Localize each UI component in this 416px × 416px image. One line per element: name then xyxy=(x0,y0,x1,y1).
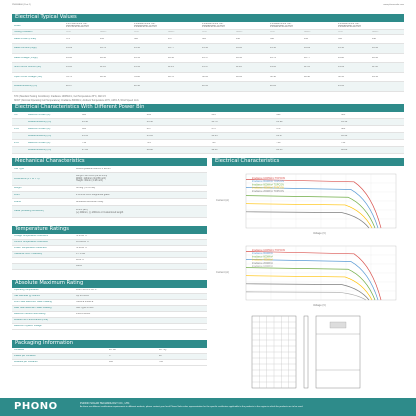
row-value: 52.18 xyxy=(270,75,276,78)
header-cell: 40' HQ xyxy=(159,349,167,352)
top-left-note: PM096B00 (Part 2) xyxy=(12,4,31,6)
temperature-table xyxy=(12,234,207,270)
stc-note: STC (Standard Testing Conditions): Irradiance 1000W/m², Cell Temperature 25°C, AM=1.5 xyxy=(14,96,106,98)
section-title: Temperature Ratings xyxy=(12,226,207,234)
row-label: Module Efficiency (%) xyxy=(28,120,52,123)
condition: NOCT xyxy=(304,30,311,33)
row-label: Voltage Temperature Coefficient xyxy=(14,235,48,238)
section-title: Absolute Maximum Rating xyxy=(12,280,207,288)
row-value: 48.84 xyxy=(236,75,242,78)
row-value: 48.70 xyxy=(168,75,174,78)
row-value: 22 xyxy=(159,355,162,358)
row-value: 4mm² (EC) (+) 400mm, (-) 200mm or Customized length xyxy=(76,208,124,214)
row-value: 13.36 xyxy=(134,47,140,50)
table-row xyxy=(12,140,404,147)
row-value: 23.98 xyxy=(276,120,283,123)
row-value: Up to 25mm xyxy=(76,295,90,298)
table-row xyxy=(12,147,404,154)
row-value: 433 xyxy=(100,37,104,40)
row-label: Rated Voltage (Vmpp) xyxy=(14,56,38,59)
row-label: Pallets per container xyxy=(14,355,36,358)
row-value: 620 xyxy=(276,113,281,116)
row-value: 28.80 xyxy=(341,148,348,151)
y-axis-label: Current (A) xyxy=(216,271,229,274)
bin-percent: 25% xyxy=(14,141,19,144)
row-value: 437 xyxy=(168,37,172,40)
condition: STC xyxy=(66,30,71,33)
module-drawing xyxy=(212,312,404,392)
row-value: 609 xyxy=(146,113,151,116)
row-value: 40.50 xyxy=(168,56,174,59)
row-value: 614 xyxy=(211,113,216,116)
x-axis-label: Voltage (V) xyxy=(313,304,326,307)
row-value: 32.0kg (70.55 lbs) xyxy=(76,187,96,190)
row-value: 48.56 xyxy=(100,75,106,78)
curves-section xyxy=(212,158,404,166)
row-value: 30A Type 2H EC xyxy=(76,307,94,310)
row-value: 23.58 xyxy=(146,120,153,123)
row-value: 85/85 xyxy=(76,265,82,268)
row-value: 43.26 xyxy=(66,56,72,59)
row-label: Modules per container xyxy=(14,361,38,364)
row-label: Hail Diameter @ 80km/h xyxy=(14,295,41,298)
row-label: Module Efficiency (%) xyxy=(28,134,52,137)
condition: STC xyxy=(338,30,343,33)
max-ratings-section xyxy=(12,280,207,288)
row-value: From -40 to + 85°C xyxy=(76,289,97,292)
row-label: Cell Type xyxy=(14,167,24,170)
legend-entry: Irradiance 800W/m² TOPCON xyxy=(252,180,284,184)
noct-note: NOCT (Nominal Operating Cell Temperature): Irradiance 800W/m², Ambient Temperature 20°C, AM=1.5, Wind Speed 1m/s xyxy=(14,100,139,102)
row-value: 25.83 xyxy=(146,134,153,137)
row-value: 11.36 xyxy=(372,66,378,69)
row-value: 11.26 xyxy=(236,66,242,69)
section-title: Packaging Information xyxy=(12,340,207,348)
row-value: Length: 2278mm (89.69 inch) Width: 1134mm (44.65 inch) Height: 30mm (1.18 inch) xyxy=(76,174,108,183)
max-ratings-table xyxy=(12,288,207,330)
table-row xyxy=(12,133,404,140)
row-value: 720 xyxy=(159,361,163,364)
row-value: 13.85 xyxy=(66,66,72,69)
row-value: 1500V/1500V xyxy=(76,313,91,316)
power-bin-table xyxy=(12,112,404,154)
row-label: Rear Side Maximum Static Loading xyxy=(14,307,52,310)
condition: STC xyxy=(202,30,207,33)
x-axis-label: Voltage (V) xyxy=(313,232,326,235)
row-value: 10.89 xyxy=(304,47,310,50)
table-row xyxy=(12,206,207,218)
table-row xyxy=(12,199,207,206)
legend-entry: Irradiance 400W/m² xyxy=(252,258,273,262)
row-value: 51.88 xyxy=(134,75,140,78)
row-label: Open Circuit Voltage (Voc) xyxy=(14,75,43,78)
table-row xyxy=(12,264,207,270)
row-value: -0.25%/°C xyxy=(76,235,87,238)
row-label: Module Fire Performance (PPE) xyxy=(14,319,49,322)
table-row xyxy=(12,112,404,119)
section-title: Electrical Typical Values xyxy=(12,14,404,22)
row-value: 585 xyxy=(202,37,206,40)
legend-entry: Irradiance 1000W/m² TOPCON xyxy=(252,177,286,180)
row-value: 28.31 xyxy=(211,148,218,151)
table-row xyxy=(12,35,404,45)
row-label: Module Efficiency (%) xyxy=(28,148,52,151)
row-value: 40.36 xyxy=(100,56,106,59)
row-value: 684 xyxy=(341,127,346,130)
table-row xyxy=(12,44,404,54)
row-value: 22.84 xyxy=(270,85,276,88)
legend-entry: Irradiance 100W/m² xyxy=(252,265,273,268)
row-value: 10.83 xyxy=(236,47,242,50)
row-label: Module Efficiency (%) xyxy=(14,85,38,88)
table-row xyxy=(12,166,207,173)
row-value: 10.94 xyxy=(372,47,378,50)
row-label: Power Temperature Coefficient xyxy=(14,247,47,250)
row-label: Current Temperature Coefficient xyxy=(14,241,48,244)
row-value: +0.046%/°C xyxy=(76,241,89,244)
footer-company: PHONO SOLAR TECHNOLOGY CO., LTD. xyxy=(80,402,131,405)
row-value: 180 xyxy=(109,361,113,364)
junction-box xyxy=(330,322,346,328)
row-value: 22.65 xyxy=(202,85,208,88)
top-right-note: www.phonosolar.com xyxy=(383,4,404,6)
table-row xyxy=(12,126,404,133)
row-value: 5400Pa 2400Pa xyxy=(76,301,94,304)
packaging-table xyxy=(12,348,207,366)
row-value: 23.04 xyxy=(338,85,344,88)
table-row xyxy=(12,73,404,83)
row-value: 13.29 xyxy=(66,47,72,50)
row-label: Maximum System Voltage xyxy=(14,325,42,328)
header-cell: 20' GP xyxy=(109,349,117,352)
row-label: Maximum Power (W) xyxy=(28,113,51,116)
legend-entry: Irradiance 600W/m² xyxy=(252,255,273,259)
section-title: Mechanical Characteristics xyxy=(12,158,207,166)
row-value: 11.21 xyxy=(168,66,174,69)
row-label: Frame xyxy=(14,200,21,203)
row-value: 42±2°C xyxy=(76,259,84,262)
row-value: 43.72 xyxy=(270,56,276,59)
row-label: Cable (Including Connector) xyxy=(14,210,44,213)
row-value: 26.49 xyxy=(341,134,348,137)
row-value: 22.27 xyxy=(66,85,72,88)
footer xyxy=(0,398,416,416)
condition: STC xyxy=(134,30,139,33)
row-label: Weight xyxy=(14,187,22,190)
temperature-section xyxy=(12,226,207,234)
table-row xyxy=(12,54,404,64)
testing-label: Testing Condition xyxy=(14,30,33,33)
row-value: 52.33 xyxy=(338,75,344,78)
row-value: 40.93 xyxy=(372,56,378,59)
legend-entry: Irradiance 800W/m² xyxy=(252,252,273,256)
table-row xyxy=(12,63,404,73)
model-name: PS590MH6-24/TNH PS590PMH6-24/TNH xyxy=(270,23,293,28)
row-label: Maximum Series Fuse Rating xyxy=(14,313,46,316)
condition: NOCT xyxy=(168,30,175,33)
legend-entry: Irradiance 200W/m² TOPCON xyxy=(252,189,284,193)
section-title: Electrical Characteristics xyxy=(212,158,404,166)
header-cell: Container xyxy=(14,349,25,352)
table-row xyxy=(12,192,207,199)
legend-entry: Irradiance 600W/m² TOPCON xyxy=(252,183,284,187)
brand-logo: PHONO xyxy=(14,401,58,412)
row-value: 22.46 xyxy=(134,85,140,88)
bin-percent: 15% xyxy=(14,127,19,130)
y-axis-label: Current (A) xyxy=(216,199,229,202)
row-value: 673 xyxy=(211,127,216,130)
row-value: 595 xyxy=(338,37,342,40)
row-value: 14.03 xyxy=(270,66,276,69)
row-value: 51.73 xyxy=(66,75,72,78)
row-label: Maximum Power (W) xyxy=(28,141,51,144)
row-value: 10.72 xyxy=(100,47,106,50)
row-value: 49.12 xyxy=(372,75,378,78)
model-name: PS580MH6-24/TNH PS580PMH6-24/TNH xyxy=(134,23,157,28)
row-value: 13.56 xyxy=(338,47,344,50)
table-row xyxy=(12,173,207,186)
legend-entry: Irradiance 1000W/m² TOPCON xyxy=(252,249,286,252)
condition: NOCT xyxy=(100,30,107,33)
row-value: 444 xyxy=(304,37,308,40)
condition: NOCT xyxy=(236,30,243,33)
table-row xyxy=(12,23,404,30)
row-value: 52.03 xyxy=(202,75,208,78)
row-label: Front xyxy=(14,193,20,196)
row-label: Dimensions (L × W × H) xyxy=(14,177,40,180)
row-value: 13.97 xyxy=(202,66,208,69)
row-value: 23.38 xyxy=(82,120,88,123)
model-name: PS595MH6-24/TNH PS595PMH6-24/TNH xyxy=(338,23,361,28)
table-row xyxy=(12,82,404,92)
row-label: Short Circuit Current (Isc) xyxy=(14,66,42,69)
row-label: Rated Current (Impp) xyxy=(14,47,37,50)
row-value: 744 xyxy=(341,141,346,144)
row-value: 26.05 xyxy=(211,134,218,137)
row-value: 5 xyxy=(109,355,111,358)
row-value: 661 xyxy=(82,127,86,130)
module-side-outline xyxy=(304,316,308,388)
row-value: 625 xyxy=(341,113,346,116)
row-value: -0.29%/°C xyxy=(76,247,87,250)
row-value: 738 xyxy=(276,141,281,144)
packaging-section xyxy=(12,340,207,348)
row-value: 10.77 xyxy=(168,47,174,50)
row-value: 448 xyxy=(372,37,376,40)
row-value: 28.08 xyxy=(146,148,153,151)
legend-entry: Irradiance 400W/m² TOPCON xyxy=(252,186,284,190)
row-value: Monocrystalline 182mm x 91mm xyxy=(76,167,111,170)
section-title: Electrical Characteristics With Different Power Bin xyxy=(12,104,404,112)
row-value: 26.27 xyxy=(276,134,283,137)
row-label: Rated Power (Pmax) xyxy=(14,37,37,40)
row-value: 719 xyxy=(82,141,86,144)
row-label: Maximum Power (W) xyxy=(28,127,51,130)
row-value: 731 xyxy=(211,141,216,144)
row-value: 604 xyxy=(82,113,86,116)
row-value: 590 xyxy=(270,37,274,40)
row-value: 27.84 xyxy=(82,148,88,151)
iv-curve-chart-2 xyxy=(212,240,404,310)
condition: NOCT xyxy=(372,30,379,33)
model-label: Model xyxy=(14,24,21,27)
row-value: 679 xyxy=(276,127,281,130)
row-value: 0 ~ +5W xyxy=(76,253,86,256)
power-bin-section xyxy=(12,104,404,112)
row-value: 40.63 xyxy=(236,56,242,59)
footer-note: As there are different certification requirements in different markets, please contact your local Phono Solar sales representative for the specific certificates applicable to the products in the region in which the products are to be used. xyxy=(80,406,304,408)
row-value: 43.41 xyxy=(134,56,140,59)
row-value: 23.78 xyxy=(211,120,218,123)
row-value: 43.57 xyxy=(202,56,208,59)
row-label: Tolerance NOCT Warranty xyxy=(14,253,43,256)
row-value: 725 xyxy=(146,141,151,144)
row-value: 580 xyxy=(134,37,138,40)
row-value: 28.55 xyxy=(276,148,283,151)
row-value: 13.91 xyxy=(134,66,140,69)
model-name: PS585MH6-24/TNH PS585PMH6-24/TNH xyxy=(202,23,225,28)
row-value: 11.16 xyxy=(100,66,106,69)
row-value: 24.19 xyxy=(341,120,348,123)
row-value: 13.50 xyxy=(270,47,276,50)
row-value: 40.77 xyxy=(304,56,310,59)
mechanical-section xyxy=(12,158,207,166)
electrical-typical-values xyxy=(12,14,404,22)
table-row xyxy=(12,360,207,366)
mechanical-table xyxy=(12,166,207,224)
legend-entry: Irradiance 200W/m² xyxy=(252,261,273,265)
row-value: 2.0mm/2.0mm toughened glass xyxy=(76,193,110,196)
iv-curve-chart-1 xyxy=(212,168,404,238)
table-row xyxy=(12,119,404,126)
row-value: 14.09 xyxy=(338,66,344,69)
row-value: 667 xyxy=(146,127,151,130)
row-label: Operating Temperature xyxy=(14,289,39,292)
row-value: 13.43 xyxy=(202,47,208,50)
row-value: 575 xyxy=(66,37,70,40)
table-row xyxy=(12,324,207,330)
row-value: 11.31 xyxy=(304,66,310,69)
row-value: 25.61 xyxy=(82,134,88,137)
row-value: 440 xyxy=(236,37,240,40)
row-value: 48.98 xyxy=(304,75,310,78)
row-value: 43.88 xyxy=(338,56,344,59)
row-value: Anodized Aluminium Alloy xyxy=(76,200,104,203)
row-label: Front Side Maximum Static Loading xyxy=(14,301,52,304)
condition: STC xyxy=(270,30,275,33)
model-name: PS575MH6-24/TNH PS575PMH6-24/TNH xyxy=(66,23,89,28)
electrical-values-table xyxy=(12,23,404,93)
bin-percent: 5% xyxy=(14,113,18,116)
